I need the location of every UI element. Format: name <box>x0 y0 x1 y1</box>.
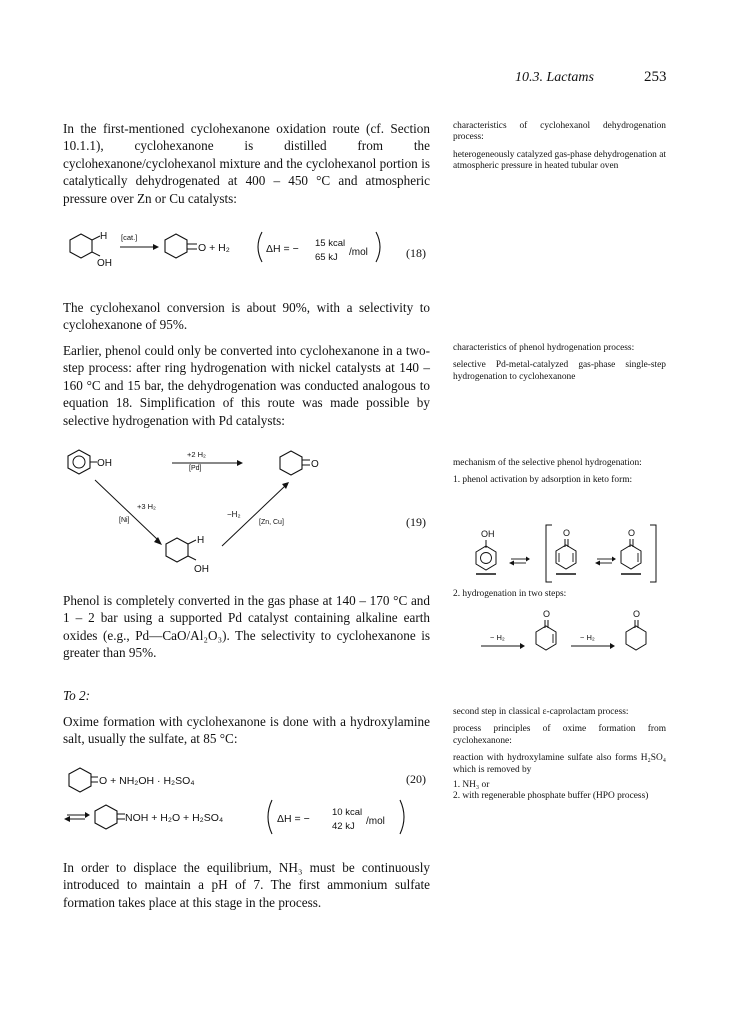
eq18-number: (18) <box>406 246 426 260</box>
sidebar-note1-title: characteristics of cyclohexanol dehydrogenation process: <box>453 121 666 143</box>
sidebar-note4-item1: 1. NH₃ or <box>453 780 490 791</box>
eq19-oh-label: OH <box>194 564 209 575</box>
paragraph-conversion: The cyclohexanol conversion is about 90%, with a selectivity to cyclohexanone of 95%. <box>63 300 430 333</box>
sidebar-note3-title: mechanism of the selective phenol hydrogenation: <box>453 458 642 468</box>
paragraph-dehydrogenation-intro: In the first-mentioned cyclohexanone oxidation route (cf. Section 10.1.1), cyclohexanone is distilled from the cyclohexanone/cyclohexanol mixture and the cyclohexanol portion is catalytically dehydrogenated at 400 – 450 °C and atmospheric pressure over Zn or Cu catalysts: <box>63 121 430 206</box>
eq18-delta-h: ΔH = − <box>266 243 299 255</box>
eq19-cyclohexanol-ring <box>166 538 188 562</box>
eq20-kcal: 10 kcal <box>332 807 363 818</box>
eq20-oxime-ring <box>95 805 117 829</box>
mech-o4-label: O <box>633 609 641 619</box>
sidebar-note4-line2: process principles of oxime formation from cyclohexanone: <box>453 724 666 746</box>
eq20-line1: O + NH₂OH · H₂SO₄ <box>99 775 195 787</box>
eq19-phenol-oh: OH <box>97 458 112 469</box>
sidebar-note-mechanism <box>453 458 666 487</box>
eq20-delta-h: ΔH = − <box>277 813 310 825</box>
eq19-left-catalyst: [Ni] <box>119 517 130 524</box>
paragraph-oxime-formation: Oxime formation with cyclohexanone is done with a hydroxylamine salt, usually the sulfate, at 85 °C: <box>63 714 430 747</box>
eq19-left-reagent: +3 H₂ <box>137 502 156 511</box>
paragraph-equilibrium: In order to displace the equilibrium, NH₃ must be continuously introduced to maintain a pH of 7. The first ammonium sulfate formation takes place at this stage in the process. <box>63 860 430 910</box>
eq19-right-reagent: −H₂ <box>227 510 241 519</box>
cyclohexanone-ring <box>165 234 187 258</box>
mech-phenol-ring <box>476 546 496 570</box>
eq18-kcal: 15 kcal <box>315 238 346 249</box>
mech-h2b-label: − H₂ <box>580 633 595 642</box>
sidebar-note3-step1: 1. phenol activation by adsorption in keto form: <box>453 475 633 486</box>
eq19-top-reagent: +2 H₂ <box>187 450 206 459</box>
paragraph-phenol-earlier: Earlier, phenol could only be converted into cyclohexanone in a two-step process: after ring hydrogenation with nickel catalysts at 140 – 160 °C and 15 bar, the dehydrogenation was conducted analogous to equation 18. Simplification of this route was made possible by selective hydrogenation with Pd catalysts: <box>63 343 430 428</box>
eq18-kj: 65 kJ <box>315 252 338 263</box>
eq19-number: (19) <box>406 515 426 529</box>
mech-h2a-label: − H₂ <box>490 633 505 642</box>
page-number: 253 <box>644 69 667 85</box>
eq20-line2: NOH + H₂O + H₂SO₄ <box>125 812 224 824</box>
sidebar-note1-body: heterogeneously catalyzed gas-phase dehydrogenation at atmospheric pressure in heated tubular oven <box>453 149 666 172</box>
eq19-h-label: H <box>197 535 205 546</box>
cyclohexane-ring <box>70 234 92 258</box>
eq20-kj: 42 kJ <box>332 821 355 832</box>
sidebar-note-phenol-hydrogenation <box>453 343 666 389</box>
eq19-top-catalyst: [Pd] <box>189 465 202 472</box>
eq18-h-label: H <box>100 231 108 242</box>
sidebar-note-dehydrogenation <box>453 121 666 179</box>
mech-o3-label: O <box>543 609 551 619</box>
mech-o2-label: O <box>628 528 636 538</box>
sidebar-note2-body: selective Pd-metal-catalyzed gas-phase single-step hydrogenation to cyclohexanone <box>453 360 666 382</box>
sidebar-note4-item2: 2. with regenerable phosphate buffer (HPO process) <box>453 791 649 802</box>
eq19-right-catalyst: [Zn, Cu] <box>259 519 284 526</box>
sidebar-note-oxime <box>453 707 666 803</box>
eq20-cyclohexanone-ring <box>69 768 91 792</box>
sidebar-note4-line3: reaction with hydroxylamine sulfate also forms H₂SO₄ which is removed by <box>453 753 666 775</box>
eq20-number: (20) <box>406 772 426 786</box>
eq19-ketone-o: O <box>311 459 319 470</box>
eq18-catalyst-label: [cat.] <box>121 233 138 242</box>
eq18-oh-label: OH <box>97 258 112 269</box>
sidebar-note4-line1: second step in classical ε-caprolactam process: <box>453 707 629 717</box>
phenol-ring <box>68 450 90 474</box>
mech-o1-label: O <box>563 528 571 538</box>
eq18-product-label: O + H₂ <box>198 242 230 254</box>
running-header-title: 10.3. Lactams <box>515 70 594 85</box>
paragraph-phenol-conversion: Phenol is completely converted in the gas phase at 140 – 170 °C and 1 – 2 bar using a supported Pd catalyst containing alkaline earth oxides (e.g., Pd—CaO/Al₂O₃). The selectivity to cyclohexanone is greater than 95%. <box>63 593 430 661</box>
eq19-cyclohexanone-ring <box>280 451 302 475</box>
sidebar-note2-title: characteristics of phenol hydrogenation process: <box>453 343 635 353</box>
mech-step2-ring-2 <box>626 626 646 650</box>
eq18-unit: /mol <box>349 247 368 258</box>
eq20-unit: /mol <box>366 816 385 827</box>
subheading-to-2: To 2: <box>63 688 90 703</box>
mech-oh-label: OH <box>481 529 495 539</box>
sidebar-note3-step2: 2. hydrogenation in two steps: <box>453 589 567 599</box>
